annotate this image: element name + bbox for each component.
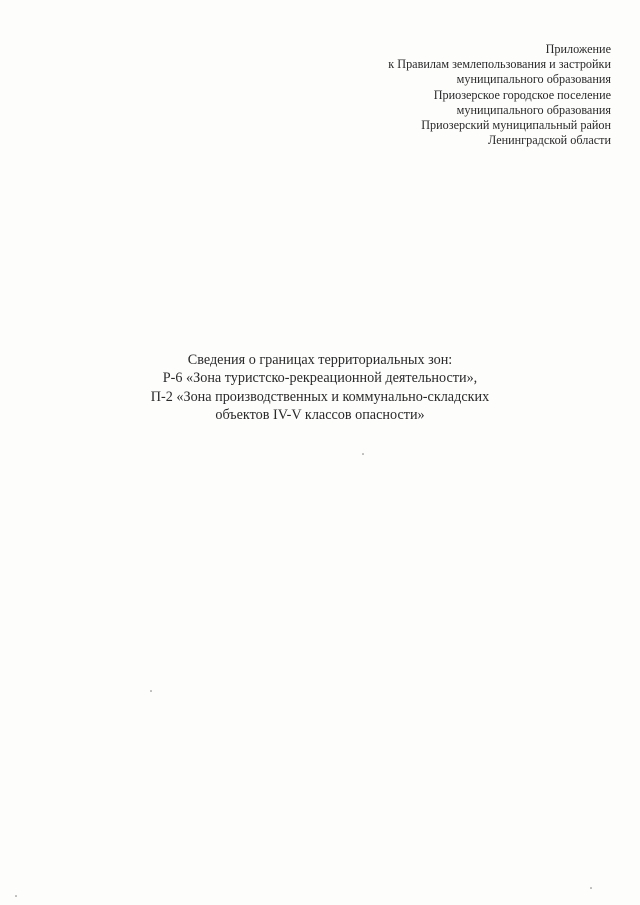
scan-speck xyxy=(15,895,17,897)
appendix-line: муниципального образования xyxy=(456,102,611,117)
appendix-line: Приозерское городское поселение xyxy=(433,87,611,102)
title-line: П-2 «Зона производственных и коммунально-складских xyxy=(150,388,490,405)
appendix-line: муниципального образования xyxy=(456,72,611,87)
appendix-line: Приозерский муниципальный район xyxy=(421,118,611,133)
scan-speck xyxy=(362,453,364,455)
appendix-line: Приложение xyxy=(545,42,611,56)
appendix-header xyxy=(281,42,611,148)
appendix-line: к Правилам землепользования и застройки xyxy=(388,57,611,72)
title-line: Сведения о границах территориальных зон: xyxy=(187,352,453,368)
title-line: объектов IV-V классов опасности» xyxy=(215,406,425,423)
title-line: Р-6 «Зона туристско-рекреационной деятельности», xyxy=(162,370,478,387)
appendix-line: Ленинградской области xyxy=(488,133,611,148)
document-title xyxy=(0,351,640,424)
scan-speck xyxy=(590,887,592,889)
scan-speck xyxy=(150,690,152,692)
